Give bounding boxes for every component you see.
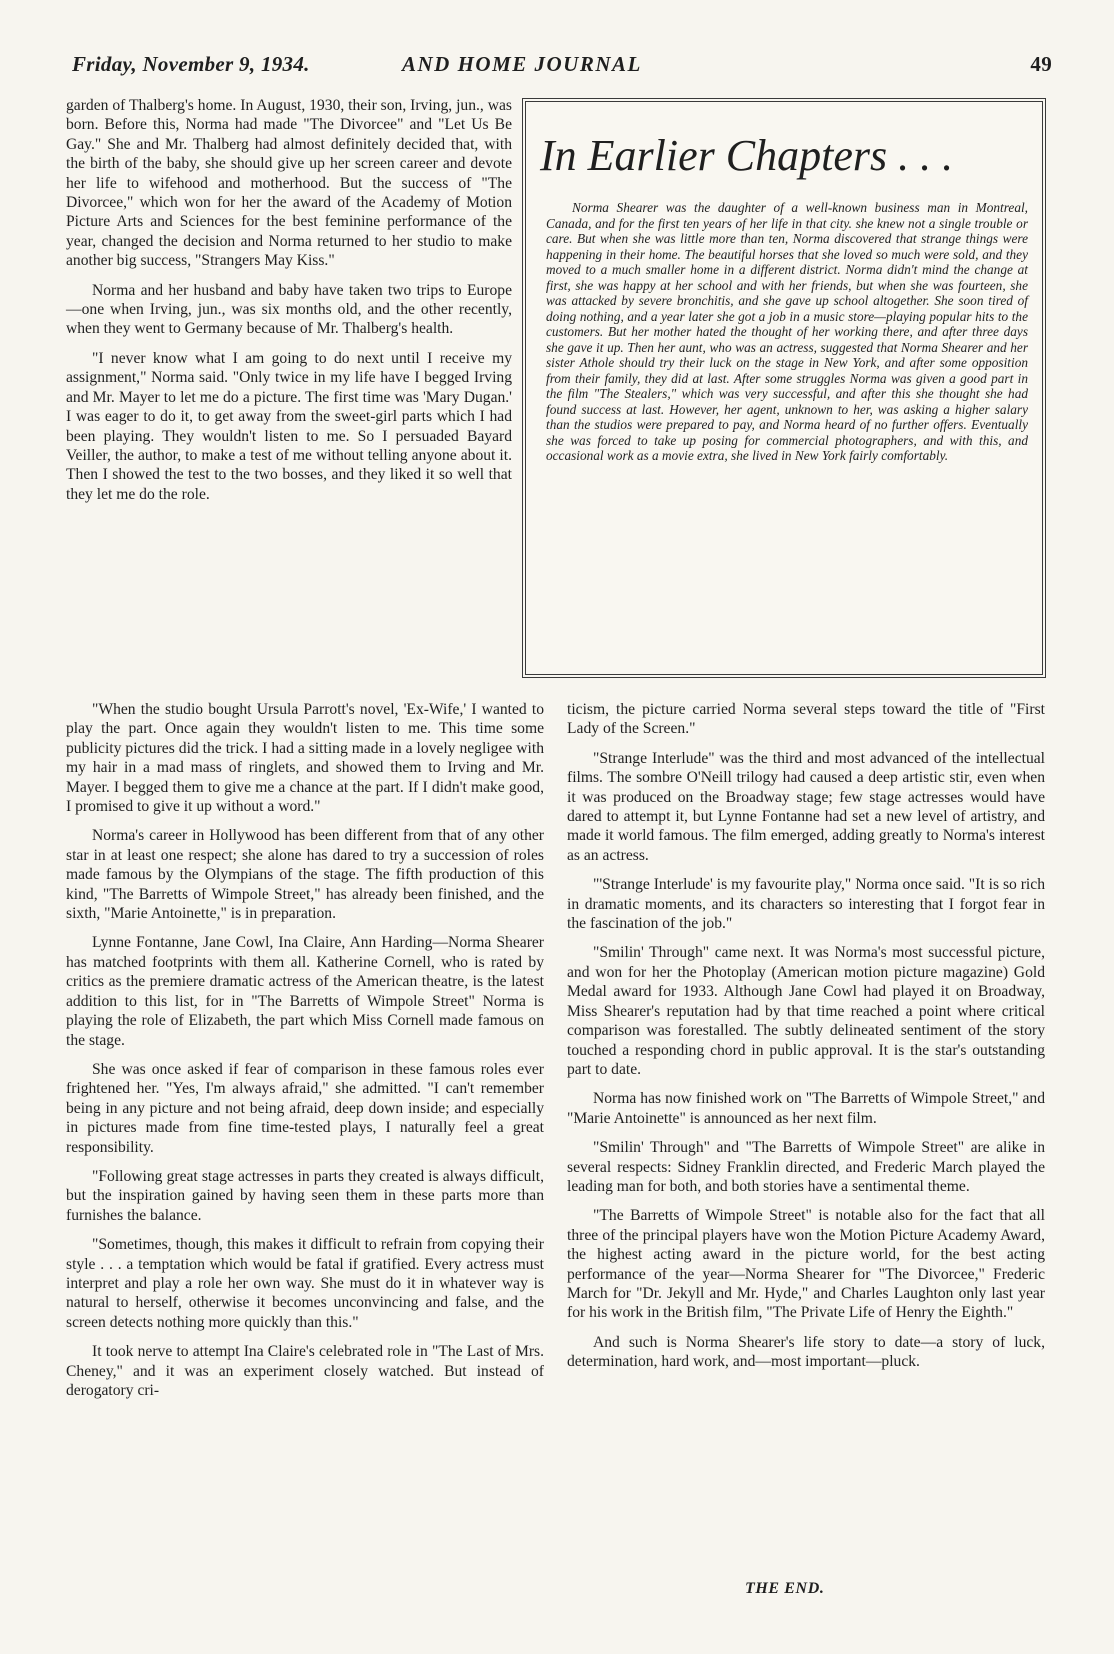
paragraph: garden of Thalberg's home. In August, 1930, their son, Irving, jun., was born. Before this, Norma had made "The Divorcee" and "Let Us Be Gay." She and Mr. Thalberg had almost definitely decided that, with the birth of the baby, she should give up her screen career and devote her life to wifehood and motherhood. But the success of "The Divorcee," which won for her the award of the Academy of Motion Picture Arts and Sciences for the best feminine performance of the year, changed the decision and Norma returned to her studio to make another big success, "Strangers May Kiss." — [66, 97, 512, 270]
paragraph: "The Barretts of Wimpole Street" is notable also for the fact that all three of the principal players have won the Motion Picture Academy Award, the highest acting award in the picture world, for the best acting performance of the year—Norma Shearer for "The Divorcee," Frederic March for "Dr. Jekyll and Mr. Hyde," and Charles Laughton only last year for his work in the British film, "The Private Life of Henry the Eighth." — [567, 1207, 1045, 1322]
paragraph: "Smilin' Through" and "The Barretts of Wimpole Street" are alike in several respects: Sidney Franklin directed, and Frederic March played the leading man for both, and both stories have a sentimental theme. — [567, 1139, 1045, 1195]
paragraph: "Smilin' Through" came next. It was Norma's most successful picture, and won for her the Photoplay (American motion picture magazine) Gold Medal award for 1933. Although Jane Cowl had played it on Broadway, Miss Shearer's reputation had by that time reached a point where critical comparison was forestalled. The subtly delineated sentiment of the story touched a responding chord in public approval. It is the star's outstanding part to date. — [567, 944, 1045, 1078]
paragraph: And such is Norma Shearer's life story to date—a story of luck, determination, hard work, and—most important—pluck. — [567, 1333, 1045, 1371]
paragraph: She was once asked if fear of comparison in these famous roles ever frightened her. "Yes, I'm always afraid," she admitted. "I can't remember being in any picture and not being afraid, deep down inside; and especially in pictures made from fine time-tested plays, I naturally feel a great responsibility. — [66, 1060, 544, 1156]
header-journal-title: AND HOME JOURNAL — [402, 52, 642, 76]
paragraph: Norma and her husband and baby have taken two trips to Europe—one when Irving, jun., was six months old, and the other recently, when they went to Germany because of Mr. Thalberg's health. — [66, 281, 512, 338]
paragraph: It took nerve to attempt Ina Claire's celebrated role in "The Last of Mrs. Cheney," and it was an experiment closely watched. But instead of derogatory cri- — [66, 1343, 544, 1399]
paragraph: "I never know what I am going to do next until I receive my assignment," Norma said. "Only twice in my life have I begged Irving and Mr. Mayer to let me do a picture. The first time was 'Mary Dugan.' I was eager to do it, to get away from the sweet-girl parts which I had been playing. They wouldn't listen to me. So I persuaded Bayard Veiller, the author, to make a test of me without telling anyone about it. Then I showed the test to the two bosses, and they liked it so well that they let me do the role. — [66, 349, 512, 503]
paragraph: Norma has now finished work on "The Barretts of Wimpole Street," and "Marie Antoinette" is announced as her next film. — [567, 1090, 1045, 1127]
column-right — [567, 700, 1045, 1372]
paragraph: Norma's career in Hollywood has been different from that of any other star in at least one respect; she alone has dared to try a succession of roles made famous by the Olympians of the stage. The fifth production of this kind, "The Barretts of Wimpole Street," has already been finished, and the sixth, "Marie Antoinette," is in preparation. — [66, 827, 544, 923]
page-header — [72, 52, 1052, 82]
paragraph: ticism, the picture carried Norma several steps toward the title of "First Lady of the Screen." — [567, 701, 1045, 738]
paragraph: "Sometimes, though, this makes it difficult to refrain from copying their style . . . a temptation which would be fatal if gratified. Every actress must interpret and play a role her own way. She must do it in whatever way is natural to herself, otherwise it becomes unconvincing and false, and the screen detects nothing more quickly than this." — [66, 1236, 544, 1331]
page-number: 49 — [1030, 52, 1052, 76]
paragraph: "When the studio bought Ursula Parrott's novel, 'Ex-Wife,' I wanted to play the part. Once again they wouldn't listen to me. This time some publicity pictures did the trick. I had a sitting made in a lovely negligee with my hair in a mad mass of ringlets, and showed them to Irving and Mr. Mayer. I begged them to give me a chance at the part. If I didn't make good, I promised to give it up without a word." — [66, 701, 544, 816]
header-date: Friday, November 9, 1934. — [72, 52, 310, 76]
box-body: Norma Shearer was the daughter of a well-known business man in Montreal, Canada, and for the first ten years of her life in that city. she knew not a single trouble or care. But when she was little more than ten, Norma discovered that strange things were happening in their home. The beautiful horses that she loved so much were sold, and they moved to a much smaller home in a different district. Norma didn't mind the change at first, she was happy at her school and with her friends, but when she was fourteen, she was attacked by severe bronchitis, and she gave up school altogether. She soon tired of doing nothing, and a year later she got a job in a music store—playing popular hits to the customers. But her mother hated the thought of her working there, and after three days she gave it up. Then her aunt, who was an actress, suggested that Norma Shearer and her sister Athole should try their luck on the stage in New York, and after some opposition from their family, they did at last. After some struggles Norma was given a good part in the film "The Stealers," which was very successful, and after this she thought she had found success at last. However, her agent, unknown to her, was asking a higher salary than the studios were prepared to pay, and Norma heard of no further offers. Eventually she was forced to take up posing for commercial photographers, and with this, and occasional work as a movie extra, she lived in New York fairly comfortably. — [546, 200, 1028, 463]
earlier-chapters-box — [522, 98, 1046, 678]
paragraph: "Strange Interlude" was the third and most advanced of the intellectual films. The sombre O'Neill trilogy had caused a deep artistic stir, even when it was produced on the Broadway stage; few stage actresses would have dared to attempt it, but Lynne Fontanne had set a new level of artistry, and made it world famous. The film emerged, adding greatly to Norma's interest as an actress. — [567, 749, 1045, 864]
column-top-left — [66, 96, 512, 504]
paragraph: "'Strange Interlude' is my favourite play," Norma once said. "It is so rich in dramatic moments, and its characters so interesting that I forgot fear in the fascination of the job." — [567, 876, 1045, 933]
paragraph: "Following great stage actresses in parts they created is always difficult, but the inspiration gained by having seen them in these parts more than furnishes the balance. — [66, 1167, 544, 1224]
the-end-mark: THE END. — [745, 1580, 825, 1597]
paragraph: Lynne Fontanne, Jane Cowl, Ina Claire, Ann Harding—Norma Shearer has matched footprints with them all. Katherine Cornell, who is rated by critics as the premiere dramatic actress of the American theatre, is the latest addition to this list, for in "The Barretts of Wimpole Street" Norma is playing the role of Elizabeth, the part which Miss Cornell made famous on the stage. — [66, 934, 544, 1049]
box-title: In Earlier Chapters . . . — [540, 131, 954, 180]
column-bottom-left — [66, 700, 544, 1400]
